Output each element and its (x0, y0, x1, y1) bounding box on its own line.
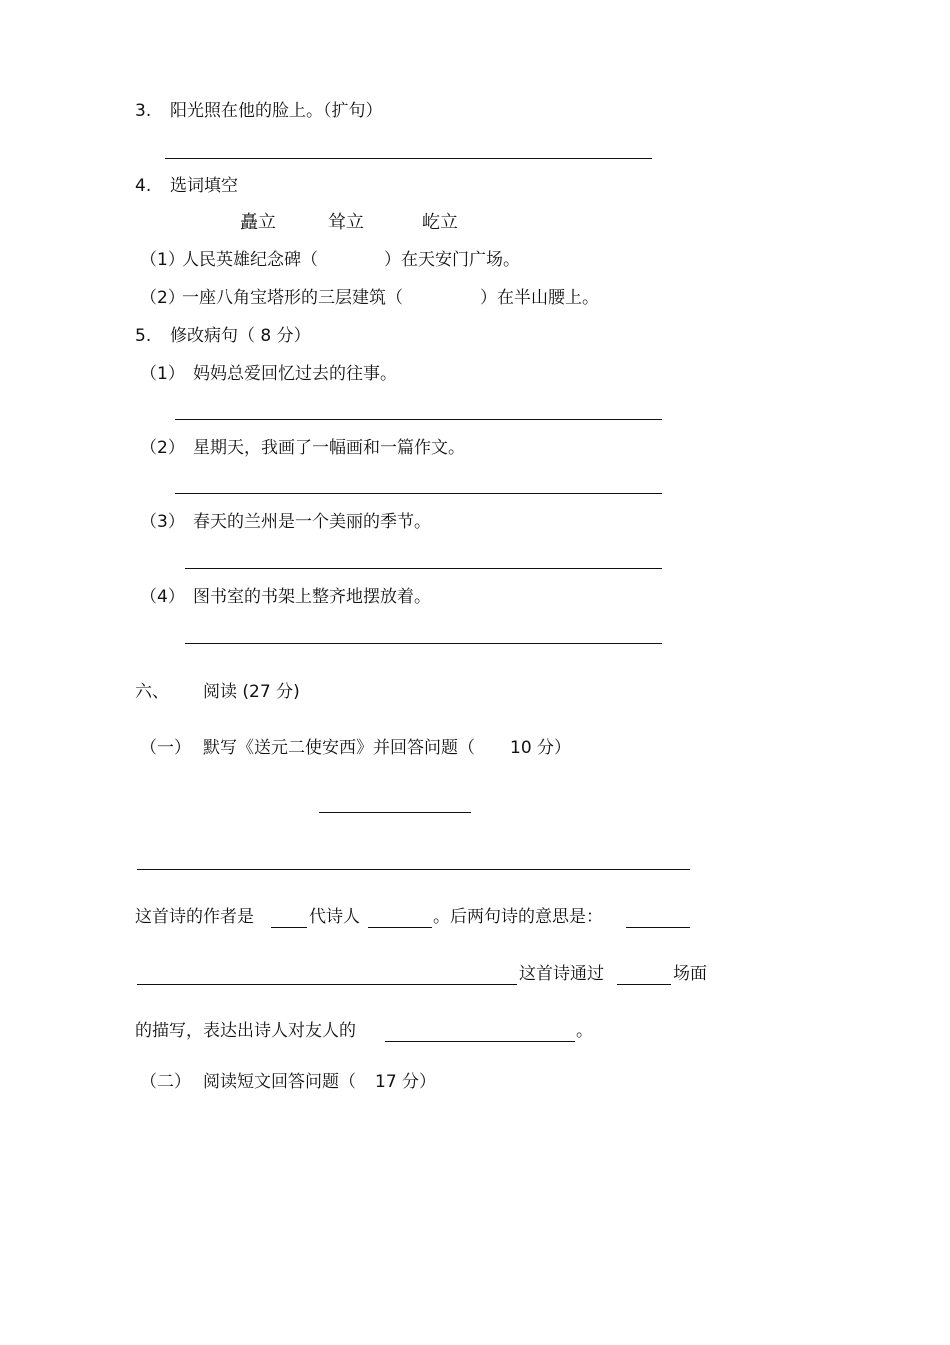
word-option-3: 屹立 (422, 212, 458, 233)
author-line-a: 这首诗的作者是 (135, 907, 254, 927)
q4-item2-label: （2） (140, 288, 185, 308)
q5-item4-label: （4） (140, 587, 185, 607)
feeling-blank[interactable] (385, 1041, 575, 1042)
dynasty-blank[interactable] (271, 927, 307, 928)
q5-item3-text: 春天的兰州是一个美丽的季节。 (193, 512, 431, 532)
q5-item4-answer-line[interactable] (185, 643, 662, 644)
section6-number: 六、 (135, 682, 169, 702)
part1-score: 10 分） (510, 738, 572, 758)
q5-item1-text: 妈妈总爱回忆过去的往事。 (193, 364, 397, 384)
poem-title-line[interactable] (319, 812, 471, 813)
word-option-1: 矗立 (240, 212, 276, 233)
meaning-blank[interactable] (137, 984, 517, 985)
section6-title: 阅读 (27 分) (203, 682, 300, 702)
scene-line-b: 场面 (673, 964, 707, 984)
q5-item4-text: 图书室的书架上整齐地摆放着。 (193, 587, 431, 607)
feeling-line-a: 的描写，表达出诗人对友人的 (135, 1021, 356, 1041)
part2-label: （二） (140, 1072, 191, 1092)
author-line-c: 。后两句诗的意思是： (433, 907, 603, 927)
q4-item2-after: ）在半山腰上。 (480, 288, 599, 308)
q4-item2-before: 一座八角宝塔形的三层建筑（ (182, 288, 403, 308)
q3-answer-line[interactable] (165, 158, 652, 159)
part1-title: 默写《送元二使安西》并回答问题（ (203, 738, 475, 758)
word-option-2: 耸立 (328, 212, 364, 233)
part2-title: 阅读短文回答问题（ (203, 1072, 356, 1092)
part2-score: 17 分） (375, 1072, 437, 1092)
q4-item1-label: （1） (140, 250, 185, 270)
q4-title: 选词填空 (170, 176, 238, 196)
q5-item3-label: （3） (140, 512, 185, 532)
part1-label: （一） (140, 738, 191, 758)
poem-text-line[interactable] (137, 869, 690, 870)
scene-blank[interactable] (617, 984, 671, 985)
poet-blank[interactable] (368, 927, 432, 928)
feeling-line-b: 。 (576, 1021, 593, 1041)
scene-line-a: 这首诗通过 (519, 964, 604, 984)
q5-item2-text: 星期天，我画了一幅画和一篇作文。 (193, 438, 465, 458)
q5-item1-label: （1） (140, 364, 185, 384)
q3-text: 阳光照在他的脸上。（扩句） (170, 101, 383, 121)
q4-number: 4. (135, 176, 152, 196)
q5-number: 5. (135, 326, 152, 346)
q4-item1-before: 人民英雄纪念碑（ (182, 250, 318, 270)
meaning-blank-start[interactable] (626, 927, 690, 928)
q5-item1-answer-line[interactable] (175, 419, 662, 420)
q5-item2-answer-line[interactable] (175, 493, 662, 494)
author-line-b: 代诗人 (309, 907, 360, 927)
q3-number: 3. (135, 101, 152, 121)
q5-item2-label: （2） (140, 438, 185, 458)
q4-item1-after: ）在天安门广场。 (384, 250, 520, 270)
q5-item3-answer-line[interactable] (185, 568, 662, 569)
q5-title: 修改病句（ 8 分） (170, 326, 311, 346)
